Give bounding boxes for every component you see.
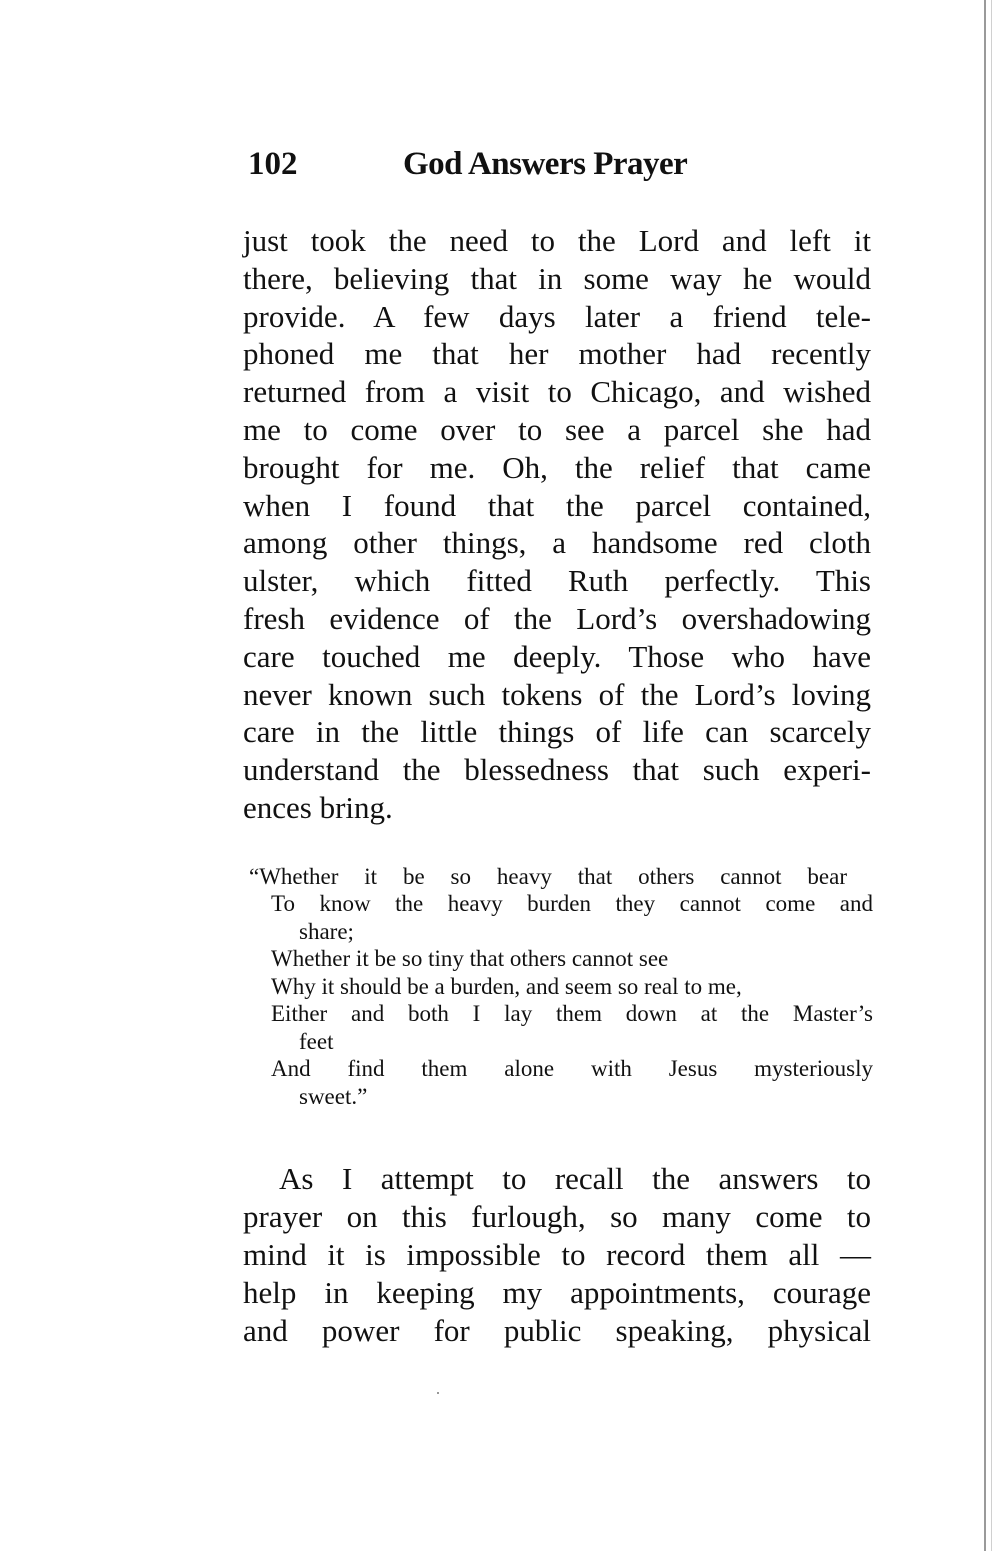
text-line: when I found that the parcel contained, [243, 487, 871, 523]
text-line: understand the blessedness that such experi- [243, 752, 871, 788]
text-line: there, believing that in some way he would [243, 260, 871, 296]
text-line: ulster, which fitted Ruth perfectly. This [243, 563, 871, 599]
poem-line: Either and both I lay them down at the Master’s [271, 1001, 873, 1027]
poem-line: Why it should be a burden, and seem so real to me, [271, 973, 742, 999]
poem-line: share; [299, 918, 354, 944]
poem-line: Whether it be so tiny that others cannot see [271, 946, 669, 972]
poem-quote [249, 863, 873, 1111]
text-line: care in the little things of life can scarcely [243, 714, 871, 750]
text-line: returned from a visit to Chicago, and wished [243, 374, 871, 410]
page-edge-line [984, 0, 986, 1551]
paragraph-2 [243, 1160, 871, 1350]
page-edge-line-secondary [991, 0, 992, 1551]
text-line: and power for public speaking, physical [243, 1313, 871, 1349]
text-line: mind it is impossible to record them all — [243, 1237, 871, 1273]
poem-line: “Whether it be so heavy that others cannot bear [249, 863, 847, 889]
text-line: prayer on this furlough, so many come to [243, 1199, 871, 1235]
text-line: ences bring. [243, 789, 393, 825]
paragraph-1 [243, 222, 871, 827]
text-line: brought for me. Oh, the relief that came [243, 449, 871, 485]
text-line: just took the need to the Lord and left it [243, 223, 871, 258]
poem-line: And find them alone with Jesus mysteriously [271, 1056, 873, 1082]
text-line: As I attempt to recall the answers to [279, 1161, 871, 1197]
text-line: never known such tokens of the Lord’s loving [243, 676, 871, 712]
text-line: phoned me that her mother had recently [243, 336, 871, 372]
text-line: fresh evidence of the Lord’s overshadowing [243, 600, 871, 636]
book-title: God Answers Prayer [403, 146, 688, 182]
text-line: me to come over to see a parcel she had [243, 411, 871, 447]
text-line: provide. A few days later a friend tele- [243, 298, 871, 334]
text-line: among other things, a handsome red cloth [243, 525, 871, 561]
running-head [243, 140, 871, 200]
poem-line: feet [299, 1028, 334, 1054]
poem-line: To know the heavy burden they cannot come and [271, 891, 873, 917]
poem-line: sweet.” [299, 1083, 368, 1109]
book-page [243, 140, 871, 1350]
text-line: help in keeping my appointments, courage [243, 1275, 871, 1311]
text-line: care touched me deeply. Those who have [243, 638, 871, 674]
print-speck [437, 1392, 439, 1394]
page-number: 102 [248, 146, 298, 182]
